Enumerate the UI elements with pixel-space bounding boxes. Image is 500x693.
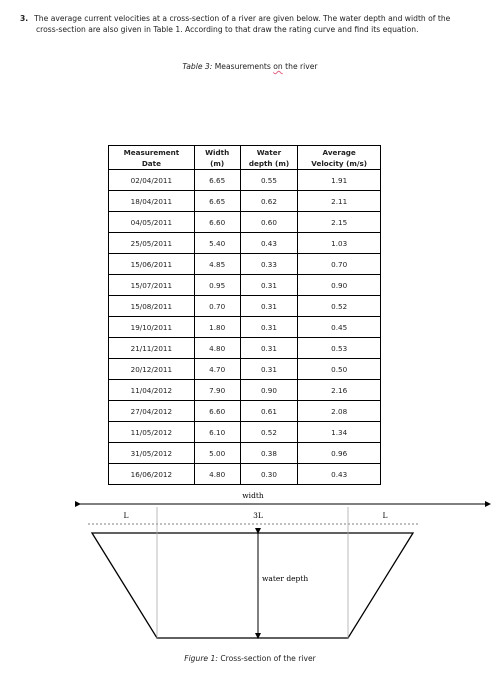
cell-date: 31/05/2012	[109, 443, 195, 464]
cell-water-depth: 0.43	[240, 233, 298, 254]
table-row	[109, 338, 381, 359]
table-caption-text-after: the river	[285, 62, 318, 71]
table-row	[109, 443, 381, 464]
cell-water-depth: 0.30	[240, 464, 298, 485]
measurements-table	[108, 145, 381, 485]
cell-width: 6.60	[194, 401, 240, 422]
cell-width: 1.80	[194, 317, 240, 338]
question-line-1: The average current velocities at a cross-section of a river are given below. The water depth and width of the	[34, 14, 451, 23]
cell-width: 4.85	[194, 254, 240, 275]
left-L-label: L	[123, 511, 129, 520]
cell-average-velocity: 2.16	[298, 380, 381, 401]
cell-average-velocity: 1.91	[298, 170, 381, 191]
cell-average-velocity: 0.43	[298, 464, 381, 485]
cell-date: 15/06/2011	[109, 254, 195, 275]
cell-water-depth: 0.31	[240, 275, 298, 296]
figure-caption	[0, 654, 500, 663]
cell-water-depth: 0.31	[240, 317, 298, 338]
cell-average-velocity: 0.52	[298, 296, 381, 317]
cell-water-depth: 0.61	[240, 401, 298, 422]
cell-water-depth: 0.55	[240, 170, 298, 191]
cell-width: 6.60	[194, 212, 240, 233]
cell-width: 4.80	[194, 338, 240, 359]
cell-average-velocity: 0.90	[298, 275, 381, 296]
cell-average-velocity: 0.45	[298, 317, 381, 338]
header-measurement-date: Measurement Date	[109, 146, 195, 170]
cell-width: 6.65	[194, 191, 240, 212]
table-row	[109, 233, 381, 254]
table-row	[109, 254, 381, 275]
cell-water-depth: 0.90	[240, 380, 298, 401]
table-caption-text-before: Measurements	[214, 62, 271, 71]
header-average-velocity: Average Velocity (m/s)	[298, 146, 381, 170]
cell-average-velocity: 1.03	[298, 233, 381, 254]
cell-width: 6.65	[194, 170, 240, 191]
table-header-row	[109, 146, 381, 170]
cell-date: 15/07/2011	[109, 275, 195, 296]
cell-date: 11/05/2012	[109, 422, 195, 443]
cell-water-depth: 0.52	[240, 422, 298, 443]
table-row	[109, 296, 381, 317]
right-L-label: L	[382, 511, 388, 520]
cell-width: 7.90	[194, 380, 240, 401]
question-text	[20, 13, 492, 35]
cell-average-velocity: 0.96	[298, 443, 381, 464]
cell-date: 16/06/2012	[109, 464, 195, 485]
table-row	[109, 317, 381, 338]
cell-date: 25/05/2011	[109, 233, 195, 254]
cell-width: 4.70	[194, 359, 240, 380]
cell-date: 02/04/2011	[109, 170, 195, 191]
cell-water-depth: 0.62	[240, 191, 298, 212]
table-caption-underlined-word: on	[273, 62, 283, 71]
cell-width: 0.70	[194, 296, 240, 317]
table-caption-label: Table 3:	[182, 62, 213, 71]
cell-width: 6.10	[194, 422, 240, 443]
header-water-depth: Water depth (m)	[240, 146, 298, 170]
cell-date: 18/04/2011	[109, 191, 195, 212]
cell-date: 04/05/2011	[109, 212, 195, 233]
table-row	[109, 401, 381, 422]
cell-average-velocity: 0.53	[298, 338, 381, 359]
table-row	[109, 170, 381, 191]
header-width: Width (m)	[194, 146, 240, 170]
trapezoid-channel	[92, 533, 413, 638]
cell-date: 11/04/2012	[109, 380, 195, 401]
cell-water-depth: 0.31	[240, 296, 298, 317]
figure-caption-text: Cross-section of the river	[220, 654, 316, 663]
question-line-2: cross-section are also given in Table 1. According to that draw the rating curve and find its equation.	[36, 25, 419, 34]
table-row	[109, 380, 381, 401]
table-row	[109, 422, 381, 443]
width-label: width	[242, 491, 264, 500]
figure-caption-label: Figure 1:	[184, 654, 218, 663]
cell-width: 4.80	[194, 464, 240, 485]
cell-width: 0.95	[194, 275, 240, 296]
cell-date: 20/12/2011	[109, 359, 195, 380]
cell-date: 21/11/2011	[109, 338, 195, 359]
cell-average-velocity: 2.15	[298, 212, 381, 233]
cell-date: 27/04/2012	[109, 401, 195, 422]
middle-3L-label: 3L	[253, 511, 263, 520]
cell-average-velocity: 1.34	[298, 422, 381, 443]
table-row	[109, 464, 381, 485]
question-number: 3.	[20, 14, 29, 23]
cell-width: 5.40	[194, 233, 240, 254]
river-cross-section-figure	[0, 485, 500, 665]
cell-average-velocity: 2.08	[298, 401, 381, 422]
table-caption	[0, 62, 500, 71]
cell-date: 15/08/2011	[109, 296, 195, 317]
cell-water-depth: 0.31	[240, 359, 298, 380]
table-row	[109, 359, 381, 380]
table-row	[109, 191, 381, 212]
cell-average-velocity: 0.50	[298, 359, 381, 380]
cell-date: 19/10/2011	[109, 317, 195, 338]
cell-average-velocity: 0.70	[298, 254, 381, 275]
cell-water-depth: 0.33	[240, 254, 298, 275]
cell-water-depth: 0.60	[240, 212, 298, 233]
table-row	[109, 275, 381, 296]
water-depth-label: water depth	[262, 574, 309, 583]
table-row	[109, 212, 381, 233]
cell-water-depth: 0.31	[240, 338, 298, 359]
cell-water-depth: 0.38	[240, 443, 298, 464]
cell-width: 5.00	[194, 443, 240, 464]
cell-average-velocity: 2.11	[298, 191, 381, 212]
